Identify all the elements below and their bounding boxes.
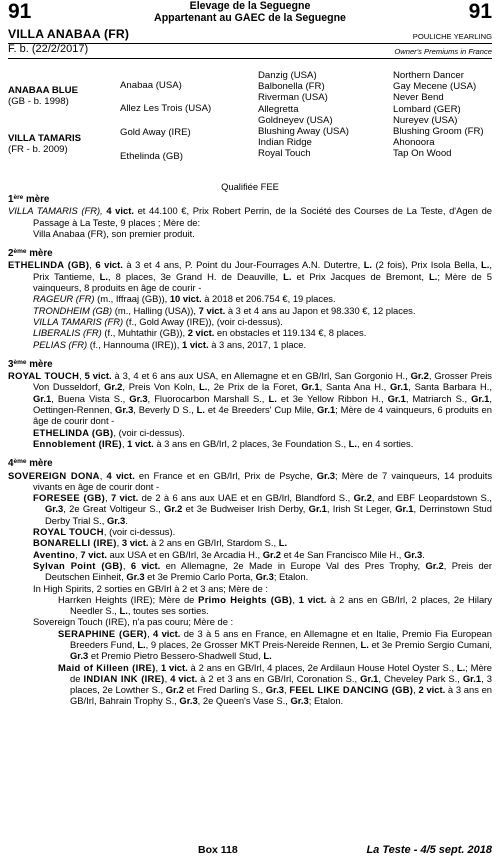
third-dam-produce: ETHELINDA (GB), (voir ci-dessus).: [33, 426, 185, 438]
fourth-dam-produce: FORESEE (GB), 7 vict. de 2 à 6 ans aux UAE et en GB/Irl, Blandford S., Gr.2, and EBF Leopardstown S., Gr.3, 2e Great Voltigeur S., Gr.2 et 3e Budweiser Irish Derby, Gr.1, Irish St Leger, Gr.1, Derrinstown Stud Derby Trial S., Gr.3.: [33, 492, 493, 526]
pedigree-entry: Lombard (GER): [393, 103, 461, 115]
pedigree-entry: Anabaa (USA): [120, 80, 182, 91]
pedigree-entry: Allez Les Trois (USA): [120, 103, 212, 114]
pedigree-entry: Indian Ridge: [258, 137, 312, 149]
pedigree-entry: Ahonoora: [393, 137, 435, 149]
page-footer: [8, 845, 492, 858]
fourth-dam-produce: Aventino, 7 vict. aux USA et en GB/Irl, 3e Arcadia H., Gr.2 et 4e San Francisco Mile H., Gr.3.: [33, 548, 425, 560]
fourth-dam-grandproduce: Maid of Killeen (IRE), 1 vict. à 2 ans en GB/Irl, 4 places, 2e Ardilaun House Hotel Oyster S., L.; Mère de INDIAN INK (IRE), 4 vict. à 2 et 3 ans en GB/Irl, Coronation S., Gr.1, Cheveley Park S., Gr.1, 3 places, 2e Lowther S., Gr.2 et Fred Darling S., Gr.3, FEEL LIKE DANCING (GB), 2 vict. à 3 ans en GB/Irl, Bahrain Trophy S., Gr.3, 2e Queen's Vase S., Gr.3; Etalon.: [58, 661, 493, 707]
horse-type: POULICHE YEARLING: [412, 32, 492, 41]
pedigree-entry: Gay Mecene (USA): [393, 81, 477, 93]
pedigree-entry: Blushing Away (USA): [258, 126, 350, 138]
pedigree-entry: Blushing Groom (FR): [393, 126, 484, 138]
pedigree-entry: Never Bend: [393, 92, 444, 104]
pedigree-entry: Royal Touch: [258, 148, 311, 160]
sub-row: [8, 44, 492, 58]
pedigree-entry: Northern Dancer: [393, 70, 464, 81]
fourth-dam-produce: In High Spirits, 2 sorties en GB/Irl à 2 et 3 ans; Mère de :: [33, 582, 269, 594]
pedigree-entry: Riverman (USA): [258, 92, 328, 104]
pedigree-gen3: [258, 70, 393, 160]
section-heading-3: 3ème mère: [8, 358, 53, 370]
fourth-dam-grandproduce: Harrken Heights (IRE); Mère de Primo Heights (GB), 1 vict. à 2 ans en GB/Irl, 2 places, 2e Hilary Needler S., L., toutes ses sorties.: [58, 593, 492, 617]
section-heading-2: 2ème mère: [8, 248, 53, 260]
pedigree-table: [8, 70, 492, 174]
pedigree-entry: Ethelinda (GB): [120, 151, 183, 162]
granddam-produce: RAGEUR (FR) (m., Iffraaj (GB)), 10 vict. à 2018 et 206.754 €, 19 places.: [33, 293, 336, 305]
sire-name: ANABAA BLUE: [8, 85, 78, 96]
granddam-produce: PELIAS (FR) (f., Hannouma (IRE)), 1 vict. à 3 ans, 2017, 1 place.: [33, 338, 307, 350]
qualification: Qualifiée FEE: [221, 181, 279, 192]
name-row: [8, 29, 492, 43]
fourth-dam-entry: SOVEREIGN DONA, 4 vict. en France et en GB/Irl, Prix de Psyche, Gr.3; Mère de 7 vainqueurs, 14 produits vivants en âge de courir dont -: [8, 469, 493, 492]
pedigree-gen4: [393, 70, 493, 160]
section-heading-4: 4ème mère: [8, 458, 53, 470]
pedigree-entry: Danzig (USA): [258, 70, 317, 81]
pedigree-entry: Nureyev (USA): [393, 114, 458, 126]
pedigree-entry: Goldneyev (USA): [258, 114, 333, 126]
lot-number-left: 91: [8, 0, 32, 23]
breeder-header: [68, 1, 432, 24]
third-dam-produce: Ennoblement (IRE), 1 vict. à 3 ans en GB/Irl, 2 places, 3e Foundation S., L., en 4 sorties.: [33, 437, 414, 449]
divider: [8, 58, 492, 59]
fourth-dam-grandproduce: SERAPHINE (GER), 4 vict. de 3 à 5 ans en France, en Allemagne et en Italie, Premio Fia European Breeders Fund, L., 9 places, 2e Grosser MKT Preis-Nereide Rennen, L. et 3e Premio Sergio Cumani, Gr.3 et Premio Pietro Bessero-Shadwell Stud, L.: [58, 627, 492, 662]
pedigree-entry: Balbonella (FR): [258, 81, 325, 93]
premiums-note: Owner's Premiums in France: [394, 47, 492, 56]
owner-line: Appartenant au GAEC de la Seguegne: [154, 11, 346, 24]
horse-name: VILLA ANABAA (FR): [8, 27, 130, 41]
third-dam-entry: ROYAL TOUCH, 5 vict. à 3, 4 et 6 ans aux USA, en Allemagne et en GB/Irl, San Gorgonio H., Gr.2, Grosser Preis Von Dusseldorf, Gr.2, Preis Von Koln, L., 2e Prix de la Foret, Gr.1, Santa Ana H., Gr.1, Santa Barbara H., Gr.1, Buena Vista S., Gr.3, Fluorocarbon Marshall S., L. et 3e Yellow Ribbon H., Gr.1, Matriarch S., Gr.1, Oettingen-Rennen, Gr.3, Beverly D S., L. et 4e Breeders' Cup Mile, Gr.1; Mère de 4 vainqueurs, 6 produits en âge de courir dont -: [8, 370, 492, 427]
box-number: Box 118: [198, 844, 238, 856]
fourth-dam-produce: ROYAL TOUCH, (voir ci-dessus).: [33, 526, 176, 538]
catalogue-page: [8, 0, 492, 860]
dam-produce: Villa Anabaa (FR), son premier produit.: [33, 227, 195, 239]
sale-place-date: La Teste - 4/5 sept. 2018: [366, 844, 492, 856]
pedigree-entry: Tap On Wood: [393, 148, 452, 160]
produce-record: [8, 194, 492, 707]
fourth-dam-produce: BONARELLI (IRE), 3 vict. à 2 ans en GB/Irl, Stardom S., L.: [33, 537, 288, 549]
dam-entry: VILLA TAMARIS (FR), 4 vict. et 44.100 €, Prix Robert Perrin, de la Société des Courses de La Teste, d'Agen de Passage à La Teste, 9 places ; Mère de:: [8, 205, 493, 228]
granddam-entry: ETHELINDA (GB), 6 vict. à 3 et 4 ans, P. Point du Jour-Fourrages A.N. Dutertre, L. (2 fois), Prix Isola Bella, L., Prix Tantieme, L., 8 places, 3e Grand H. de Deauville, L. et Prix Jacques de Bremont, L.; Mère de 5 vainqueurs, 8 produits en âge de courir -: [8, 259, 492, 294]
breeder-line: Elevage de la Seguegne: [189, 0, 311, 12]
birth-info: F. b. (22/2/2017): [8, 43, 89, 55]
pedigree-entry: Gold Away (IRE): [120, 127, 191, 138]
lot-number-right: 91: [468, 0, 492, 23]
fourth-dam-produce: Sovereign Touch (IRE), n'a pas couru; Mère de :: [33, 616, 234, 628]
fourth-dam-produce: Sylvan Point (GB), 6 vict. en Allemagne, 2e Made in Europe Val des Pres Trophy, Gr.2, Preis der Deutschen Einheit, Gr.3 et 3e Premio Carlo Porta, Gr.3; Etalon.: [33, 559, 493, 583]
granddam-produce: LIBERALIS (FR) (f., Muhtathir (GB)), 2 vict. en obstacles et 119.134 €, 8 places.: [33, 327, 367, 339]
sire-info: (GB - b. 1998): [8, 96, 69, 107]
granddam-produce: TRONDHEIM (GB) (m., Halling (USA)), 7 vict. à 3 et 4 ans au Japon et 98.330 €, 12 places.: [33, 304, 416, 316]
dam-info: (FR - b. 2009): [8, 144, 68, 155]
granddam-produce: VILLA TAMARIS (FR) (f., Gold Away (IRE)), (voir ci-dessus).: [33, 315, 283, 327]
section-heading-1: 1ère mère: [8, 194, 50, 205]
pedigree-entry: Allegretta: [258, 103, 299, 115]
dam-name: VILLA TAMARIS: [8, 133, 82, 144]
